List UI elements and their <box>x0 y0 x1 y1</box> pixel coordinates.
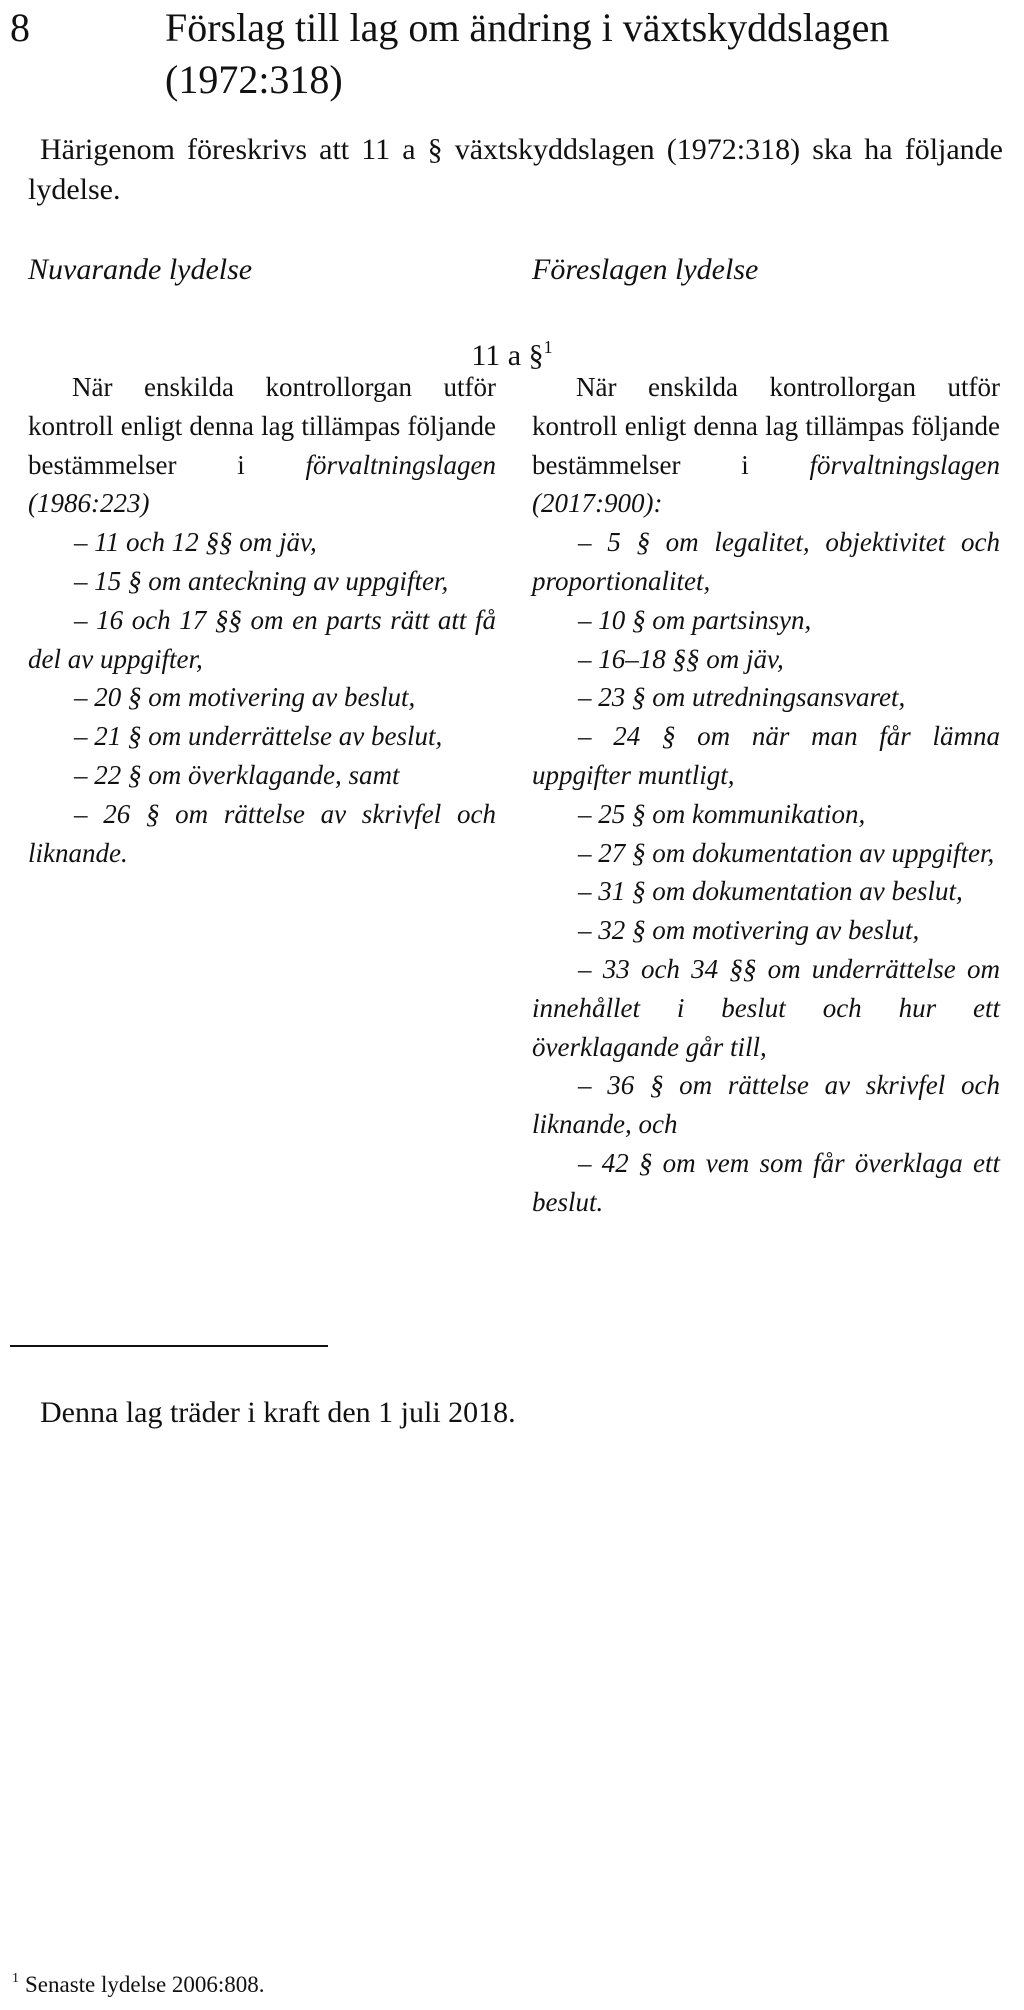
proposed-list-item: – 24 § om när man får lämna uppgifter muntligt, <box>532 721 1000 790</box>
footnote-text: Senaste lydelse 2006:808. <box>25 1972 265 1997</box>
current-list-item: – 22 § om överklagande, samt <box>74 759 400 790</box>
chapter-number: 8 <box>10 5 30 50</box>
proposed-list-item: – 5 § om legalitet, objektivitet och proportionalitet, <box>532 527 1000 596</box>
proposed-wording-heading: Föreslagen lydelse <box>532 253 759 286</box>
current-wording-column <box>28 368 496 872</box>
footnote <box>12 1964 712 2000</box>
proposed-list-item: – 32 § om motivering av beslut, <box>578 915 920 946</box>
current-list-item: – 20 § om motivering av beslut, <box>74 682 416 713</box>
current-intro-plain: När enskilda kontrollorgan utför kontroll enligt denna lag tillämpas följande bestämmelser i <box>28 372 496 480</box>
proposed-list-item: – 27 § om dokumentation av uppgifter, <box>578 837 995 868</box>
current-list-item: – 26 § om rättelse av skrivfel och liknande. <box>28 798 496 868</box>
proposed-list-item: – 36 § om rättelse av skrivfel och liknande, och <box>532 1070 1000 1140</box>
proposed-list-item: – 10 § om partsinsyn, <box>578 604 812 635</box>
proposed-list-item: – 31 § om dokumentation av beslut, <box>578 876 963 907</box>
footnote-number: 1 <box>12 1971 19 1986</box>
proposed-list-item: – 33 och 34 §§ om underrättelse om innehållet i beslut och hur ett överklagande går till, <box>532 953 1000 1062</box>
intro-paragraph: Härigenom föreskrivs att 11 a § växtskyddslagen (1972:318) ska ha följande lydelse. <box>28 133 1003 206</box>
entry-into-force-text: Denna lag träder i kraft den 1 juli 2018. <box>40 1396 516 1429</box>
chapter-title-line-1: Förslag till lag om ändring i växtskyddslagen <box>165 5 890 50</box>
footnote-ref: 1 <box>543 337 553 357</box>
proposed-list-item: – 25 § om kommunikation, <box>578 798 866 829</box>
current-list-item: – 15 § om anteckning av uppgifter, <box>74 565 449 596</box>
proposed-law-reference: förvaltningslagen (2017:900): <box>532 449 1001 519</box>
current-intro-text <box>28 368 496 523</box>
proposed-list-item: – 16–18 §§ om jäv, <box>578 643 784 674</box>
current-law-reference: förvaltningslagen (1986:223) <box>28 449 497 519</box>
proposed-list-item: – 23 § om utredningsansvaret, <box>578 682 906 713</box>
current-list-item: – 11 och 12 §§ om jäv, <box>74 527 317 558</box>
section-number: 11 a § <box>471 339 544 372</box>
transition-rule-divider <box>10 1345 328 1347</box>
proposed-list-item: – 42 § om vem som får överklaga ett beslut. <box>532 1147 1000 1217</box>
current-list-item: – 16 och 17 §§ om en parts rätt att få del av uppgifter, <box>28 604 496 674</box>
current-wording-heading: Nuvarande lydelse <box>28 253 253 286</box>
chapter-title-line-2: (1972:318) <box>165 57 343 102</box>
proposed-intro-plain: När enskilda kontrollorgan utför kontroll enligt denna lag tillämpas följande bestämmelser i <box>532 372 1000 480</box>
chapter-title <box>165 2 1024 106</box>
proposed-intro-text <box>532 368 1000 523</box>
current-list-item: – 21 § om underrättelse av beslut, <box>74 721 443 752</box>
proposed-wording-column <box>532 368 1000 1222</box>
